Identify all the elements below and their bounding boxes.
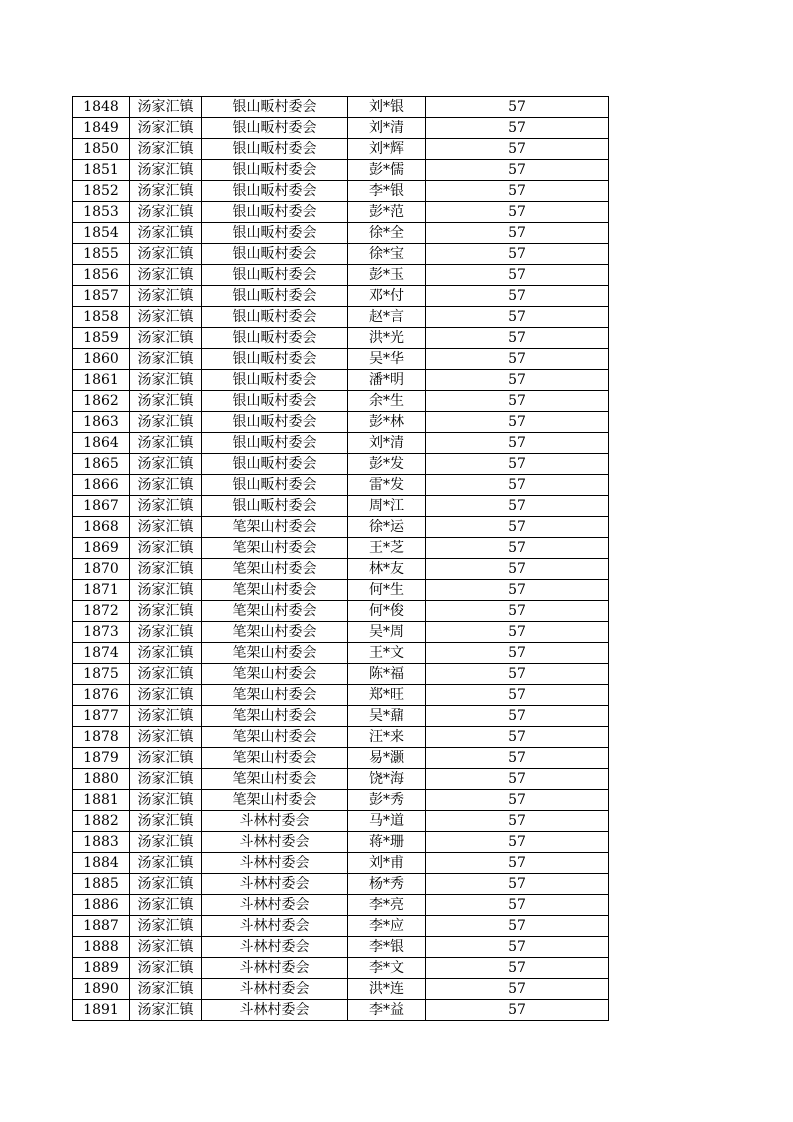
cell-town: 汤家汇镇 bbox=[130, 391, 202, 412]
cell-town: 汤家汇镇 bbox=[130, 454, 202, 475]
cell-number: 1859 bbox=[73, 328, 130, 349]
cell-village: 银山畈村委会 bbox=[202, 328, 348, 349]
cell-amount: 57 bbox=[426, 979, 609, 1000]
cell-village: 银山畈村委会 bbox=[202, 349, 348, 370]
cell-number: 1876 bbox=[73, 685, 130, 706]
table-row bbox=[73, 454, 609, 475]
cell-village: 银山畈村委会 bbox=[202, 223, 348, 244]
cell-amount: 57 bbox=[426, 118, 609, 139]
cell-name: 马*道 bbox=[348, 811, 426, 832]
cell-village: 笔架山村委会 bbox=[202, 727, 348, 748]
cell-amount: 57 bbox=[426, 538, 609, 559]
cell-village: 银山畈村委会 bbox=[202, 265, 348, 286]
cell-town: 汤家汇镇 bbox=[130, 580, 202, 601]
cell-village: 笔架山村委会 bbox=[202, 685, 348, 706]
cell-amount: 57 bbox=[426, 622, 609, 643]
cell-amount: 57 bbox=[426, 223, 609, 244]
cell-village: 斗林村委会 bbox=[202, 1000, 348, 1021]
cell-village: 笔架山村委会 bbox=[202, 622, 348, 643]
cell-town: 汤家汇镇 bbox=[130, 160, 202, 181]
cell-amount: 57 bbox=[426, 286, 609, 307]
cell-number: 1890 bbox=[73, 979, 130, 1000]
cell-amount: 57 bbox=[426, 643, 609, 664]
cell-name: 雷*发 bbox=[348, 475, 426, 496]
cell-town: 汤家汇镇 bbox=[130, 916, 202, 937]
cell-amount: 57 bbox=[426, 937, 609, 958]
cell-amount: 57 bbox=[426, 601, 609, 622]
cell-number: 1879 bbox=[73, 748, 130, 769]
table-row bbox=[73, 97, 609, 118]
cell-town: 汤家汇镇 bbox=[130, 265, 202, 286]
cell-village: 笔架山村委会 bbox=[202, 790, 348, 811]
cell-amount: 57 bbox=[426, 139, 609, 160]
cell-number: 1874 bbox=[73, 643, 130, 664]
cell-town: 汤家汇镇 bbox=[130, 244, 202, 265]
cell-amount: 57 bbox=[426, 454, 609, 475]
cell-town: 汤家汇镇 bbox=[130, 328, 202, 349]
cell-number: 1868 bbox=[73, 517, 130, 538]
table-row bbox=[73, 916, 609, 937]
cell-number: 1856 bbox=[73, 265, 130, 286]
cell-number: 1854 bbox=[73, 223, 130, 244]
cell-village: 银山畈村委会 bbox=[202, 496, 348, 517]
cell-town: 汤家汇镇 bbox=[130, 832, 202, 853]
cell-village: 斗林村委会 bbox=[202, 832, 348, 853]
cell-town: 汤家汇镇 bbox=[130, 307, 202, 328]
cell-amount: 57 bbox=[426, 391, 609, 412]
cell-town: 汤家汇镇 bbox=[130, 181, 202, 202]
table-row bbox=[73, 223, 609, 244]
table-row bbox=[73, 685, 609, 706]
table-row bbox=[73, 748, 609, 769]
cell-village: 银山畈村委会 bbox=[202, 244, 348, 265]
cell-amount: 57 bbox=[426, 664, 609, 685]
table-row bbox=[73, 706, 609, 727]
cell-name: 王*文 bbox=[348, 643, 426, 664]
cell-name: 刘*辉 bbox=[348, 139, 426, 160]
cell-name: 李*应 bbox=[348, 916, 426, 937]
cell-amount: 57 bbox=[426, 496, 609, 517]
cell-number: 1860 bbox=[73, 349, 130, 370]
cell-amount: 57 bbox=[426, 328, 609, 349]
cell-amount: 57 bbox=[426, 769, 609, 790]
table-row bbox=[73, 265, 609, 286]
cell-number: 1877 bbox=[73, 706, 130, 727]
table-row bbox=[73, 580, 609, 601]
cell-number: 1884 bbox=[73, 853, 130, 874]
table-row bbox=[73, 727, 609, 748]
cell-number: 1882 bbox=[73, 811, 130, 832]
cell-village: 银山畈村委会 bbox=[202, 391, 348, 412]
cell-village: 笔架山村委会 bbox=[202, 517, 348, 538]
table-row bbox=[73, 853, 609, 874]
cell-name: 彭*范 bbox=[348, 202, 426, 223]
cell-town: 汤家汇镇 bbox=[130, 118, 202, 139]
cell-number: 1861 bbox=[73, 370, 130, 391]
cell-number: 1852 bbox=[73, 181, 130, 202]
cell-number: 1873 bbox=[73, 622, 130, 643]
cell-number: 1881 bbox=[73, 790, 130, 811]
cell-number: 1871 bbox=[73, 580, 130, 601]
cell-village: 斗林村委会 bbox=[202, 874, 348, 895]
table-row bbox=[73, 874, 609, 895]
cell-name: 王*芝 bbox=[348, 538, 426, 559]
cell-name: 吴*周 bbox=[348, 622, 426, 643]
cell-town: 汤家汇镇 bbox=[130, 979, 202, 1000]
cell-amount: 57 bbox=[426, 265, 609, 286]
cell-village: 银山畈村委会 bbox=[202, 475, 348, 496]
cell-village: 笔架山村委会 bbox=[202, 769, 348, 790]
cell-name: 吴*鼐 bbox=[348, 706, 426, 727]
cell-name: 林*友 bbox=[348, 559, 426, 580]
table-row bbox=[73, 328, 609, 349]
table-row bbox=[73, 559, 609, 580]
table-row bbox=[73, 286, 609, 307]
cell-village: 斗林村委会 bbox=[202, 895, 348, 916]
table-row bbox=[73, 349, 609, 370]
cell-town: 汤家汇镇 bbox=[130, 664, 202, 685]
cell-village: 斗林村委会 bbox=[202, 958, 348, 979]
cell-town: 汤家汇镇 bbox=[130, 790, 202, 811]
cell-name: 邓*付 bbox=[348, 286, 426, 307]
cell-name: 彭*秀 bbox=[348, 790, 426, 811]
table-row bbox=[73, 958, 609, 979]
cell-amount: 57 bbox=[426, 790, 609, 811]
cell-town: 汤家汇镇 bbox=[130, 538, 202, 559]
cell-name: 刘*甫 bbox=[348, 853, 426, 874]
cell-village: 笔架山村委会 bbox=[202, 748, 348, 769]
cell-amount: 57 bbox=[426, 853, 609, 874]
cell-name: 吴*华 bbox=[348, 349, 426, 370]
cell-town: 汤家汇镇 bbox=[130, 139, 202, 160]
cell-amount: 57 bbox=[426, 433, 609, 454]
cell-number: 1865 bbox=[73, 454, 130, 475]
cell-amount: 57 bbox=[426, 160, 609, 181]
cell-number: 1891 bbox=[73, 1000, 130, 1021]
cell-name: 李*益 bbox=[348, 1000, 426, 1021]
cell-number: 1878 bbox=[73, 727, 130, 748]
cell-village: 银山畈村委会 bbox=[202, 139, 348, 160]
cell-amount: 57 bbox=[426, 370, 609, 391]
cell-town: 汤家汇镇 bbox=[130, 643, 202, 664]
cell-town: 汤家汇镇 bbox=[130, 853, 202, 874]
cell-town: 汤家汇镇 bbox=[130, 1000, 202, 1021]
cell-number: 1888 bbox=[73, 937, 130, 958]
cell-name: 陈*福 bbox=[348, 664, 426, 685]
cell-amount: 57 bbox=[426, 1000, 609, 1021]
cell-name: 洪*光 bbox=[348, 328, 426, 349]
cell-town: 汤家汇镇 bbox=[130, 895, 202, 916]
cell-amount: 57 bbox=[426, 748, 609, 769]
cell-name: 周*江 bbox=[348, 496, 426, 517]
cell-number: 1850 bbox=[73, 139, 130, 160]
cell-village: 银山畈村委会 bbox=[202, 307, 348, 328]
cell-amount: 57 bbox=[426, 517, 609, 538]
cell-number: 1885 bbox=[73, 874, 130, 895]
cell-village: 银山畈村委会 bbox=[202, 433, 348, 454]
cell-number: 1862 bbox=[73, 391, 130, 412]
cell-amount: 57 bbox=[426, 412, 609, 433]
cell-town: 汤家汇镇 bbox=[130, 97, 202, 118]
cell-town: 汤家汇镇 bbox=[130, 748, 202, 769]
table-row bbox=[73, 1000, 609, 1021]
cell-village: 斗林村委会 bbox=[202, 937, 348, 958]
cell-amount: 57 bbox=[426, 181, 609, 202]
table-row bbox=[73, 391, 609, 412]
cell-village: 笔架山村委会 bbox=[202, 601, 348, 622]
cell-village: 银山畈村委会 bbox=[202, 118, 348, 139]
cell-number: 1889 bbox=[73, 958, 130, 979]
cell-name: 李*银 bbox=[348, 937, 426, 958]
cell-town: 汤家汇镇 bbox=[130, 811, 202, 832]
cell-name: 彭*儒 bbox=[348, 160, 426, 181]
cell-town: 汤家汇镇 bbox=[130, 412, 202, 433]
cell-name: 刘*银 bbox=[348, 97, 426, 118]
cell-name: 何*俊 bbox=[348, 601, 426, 622]
cell-amount: 57 bbox=[426, 559, 609, 580]
table-row bbox=[73, 139, 609, 160]
cell-town: 汤家汇镇 bbox=[130, 937, 202, 958]
cell-village: 银山畈村委会 bbox=[202, 160, 348, 181]
cell-name: 彭*发 bbox=[348, 454, 426, 475]
table-row bbox=[73, 412, 609, 433]
cell-town: 汤家汇镇 bbox=[130, 286, 202, 307]
cell-village: 银山畈村委会 bbox=[202, 181, 348, 202]
cell-town: 汤家汇镇 bbox=[130, 622, 202, 643]
table-row bbox=[73, 433, 609, 454]
cell-number: 1886 bbox=[73, 895, 130, 916]
cell-town: 汤家汇镇 bbox=[130, 874, 202, 895]
cell-village: 笔架山村委会 bbox=[202, 580, 348, 601]
table-row bbox=[73, 475, 609, 496]
subsidy-table bbox=[72, 96, 609, 1021]
cell-town: 汤家汇镇 bbox=[130, 202, 202, 223]
cell-amount: 57 bbox=[426, 244, 609, 265]
cell-village: 斗林村委会 bbox=[202, 916, 348, 937]
cell-name: 蒋*珊 bbox=[348, 832, 426, 853]
cell-amount: 57 bbox=[426, 307, 609, 328]
cell-town: 汤家汇镇 bbox=[130, 727, 202, 748]
cell-name: 易*灏 bbox=[348, 748, 426, 769]
table-row bbox=[73, 979, 609, 1000]
cell-town: 汤家汇镇 bbox=[130, 685, 202, 706]
cell-name: 潘*明 bbox=[348, 370, 426, 391]
cell-town: 汤家汇镇 bbox=[130, 517, 202, 538]
cell-number: 1866 bbox=[73, 475, 130, 496]
cell-village: 笔架山村委会 bbox=[202, 643, 348, 664]
cell-number: 1870 bbox=[73, 559, 130, 580]
table-row bbox=[73, 370, 609, 391]
table-row bbox=[73, 160, 609, 181]
cell-amount: 57 bbox=[426, 685, 609, 706]
table-row bbox=[73, 769, 609, 790]
cell-amount: 57 bbox=[426, 580, 609, 601]
cell-number: 1858 bbox=[73, 307, 130, 328]
cell-name: 饶*海 bbox=[348, 769, 426, 790]
cell-village: 银山畈村委会 bbox=[202, 97, 348, 118]
cell-town: 汤家汇镇 bbox=[130, 223, 202, 244]
cell-number: 1849 bbox=[73, 118, 130, 139]
table-row bbox=[73, 538, 609, 559]
cell-town: 汤家汇镇 bbox=[130, 496, 202, 517]
cell-number: 1863 bbox=[73, 412, 130, 433]
cell-name: 何*生 bbox=[348, 580, 426, 601]
cell-number: 1867 bbox=[73, 496, 130, 517]
table-row bbox=[73, 517, 609, 538]
table-row bbox=[73, 832, 609, 853]
cell-number: 1883 bbox=[73, 832, 130, 853]
table-row bbox=[73, 895, 609, 916]
cell-village: 银山畈村委会 bbox=[202, 202, 348, 223]
cell-number: 1853 bbox=[73, 202, 130, 223]
cell-town: 汤家汇镇 bbox=[130, 433, 202, 454]
cell-name: 徐*全 bbox=[348, 223, 426, 244]
table-body bbox=[73, 97, 609, 1021]
table-row bbox=[73, 181, 609, 202]
cell-amount: 57 bbox=[426, 958, 609, 979]
cell-town: 汤家汇镇 bbox=[130, 370, 202, 391]
cell-name: 彭*玉 bbox=[348, 265, 426, 286]
cell-name: 刘*清 bbox=[348, 118, 426, 139]
cell-name: 彭*林 bbox=[348, 412, 426, 433]
table-row bbox=[73, 118, 609, 139]
cell-name: 李*文 bbox=[348, 958, 426, 979]
cell-village: 银山畈村委会 bbox=[202, 454, 348, 475]
cell-number: 1851 bbox=[73, 160, 130, 181]
cell-amount: 57 bbox=[426, 874, 609, 895]
cell-town: 汤家汇镇 bbox=[130, 601, 202, 622]
cell-name: 刘*清 bbox=[348, 433, 426, 454]
cell-amount: 57 bbox=[426, 202, 609, 223]
cell-name: 余*生 bbox=[348, 391, 426, 412]
cell-village: 笔架山村委会 bbox=[202, 538, 348, 559]
cell-town: 汤家汇镇 bbox=[130, 349, 202, 370]
cell-town: 汤家汇镇 bbox=[130, 706, 202, 727]
cell-town: 汤家汇镇 bbox=[130, 958, 202, 979]
table-row bbox=[73, 496, 609, 517]
cell-amount: 57 bbox=[426, 706, 609, 727]
cell-number: 1872 bbox=[73, 601, 130, 622]
cell-amount: 57 bbox=[426, 811, 609, 832]
cell-name: 李*银 bbox=[348, 181, 426, 202]
cell-name: 徐*运 bbox=[348, 517, 426, 538]
table-row bbox=[73, 622, 609, 643]
cell-name: 郑*旺 bbox=[348, 685, 426, 706]
cell-village: 笔架山村委会 bbox=[202, 559, 348, 580]
cell-number: 1887 bbox=[73, 916, 130, 937]
cell-number: 1857 bbox=[73, 286, 130, 307]
cell-name: 李*亮 bbox=[348, 895, 426, 916]
cell-village: 银山畈村委会 bbox=[202, 412, 348, 433]
table-row bbox=[73, 937, 609, 958]
table-row bbox=[73, 244, 609, 265]
table-row bbox=[73, 601, 609, 622]
cell-amount: 57 bbox=[426, 916, 609, 937]
cell-number: 1880 bbox=[73, 769, 130, 790]
cell-village: 笔架山村委会 bbox=[202, 706, 348, 727]
cell-name: 洪*连 bbox=[348, 979, 426, 1000]
cell-amount: 57 bbox=[426, 475, 609, 496]
table-row bbox=[73, 643, 609, 664]
cell-village: 笔架山村委会 bbox=[202, 664, 348, 685]
cell-amount: 57 bbox=[426, 727, 609, 748]
cell-number: 1855 bbox=[73, 244, 130, 265]
cell-number: 1869 bbox=[73, 538, 130, 559]
cell-village: 斗林村委会 bbox=[202, 811, 348, 832]
cell-amount: 57 bbox=[426, 832, 609, 853]
table-row bbox=[73, 307, 609, 328]
cell-number: 1848 bbox=[73, 97, 130, 118]
table-row bbox=[73, 790, 609, 811]
cell-number: 1875 bbox=[73, 664, 130, 685]
cell-village: 斗林村委会 bbox=[202, 853, 348, 874]
cell-village: 斗林村委会 bbox=[202, 979, 348, 1000]
cell-name: 杨*秀 bbox=[348, 874, 426, 895]
cell-town: 汤家汇镇 bbox=[130, 559, 202, 580]
cell-amount: 57 bbox=[426, 97, 609, 118]
cell-name: 赵*言 bbox=[348, 307, 426, 328]
table-row bbox=[73, 664, 609, 685]
cell-name: 徐*宝 bbox=[348, 244, 426, 265]
cell-number: 1864 bbox=[73, 433, 130, 454]
table-row bbox=[73, 811, 609, 832]
cell-name: 汪*来 bbox=[348, 727, 426, 748]
cell-village: 银山畈村委会 bbox=[202, 370, 348, 391]
cell-town: 汤家汇镇 bbox=[130, 769, 202, 790]
cell-town: 汤家汇镇 bbox=[130, 475, 202, 496]
table-row bbox=[73, 202, 609, 223]
cell-amount: 57 bbox=[426, 349, 609, 370]
cell-amount: 57 bbox=[426, 895, 609, 916]
cell-village: 银山畈村委会 bbox=[202, 286, 348, 307]
